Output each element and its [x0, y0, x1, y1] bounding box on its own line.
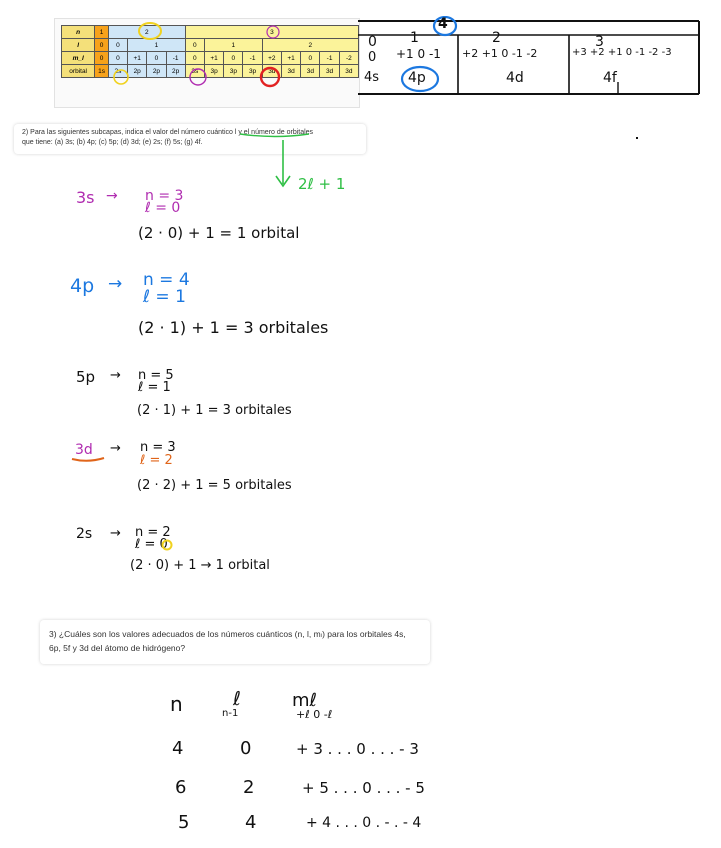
answer-4p-n: n = 4: [143, 270, 190, 290]
answer-3d-label: 3d: [75, 442, 93, 458]
cell-l: 1: [204, 39, 262, 52]
ext-ml-group-3: +3 +2 +1 0 -1 -2 -3: [572, 47, 672, 58]
cell-ml: +1: [281, 52, 300, 65]
cell-ml: 0: [147, 52, 166, 65]
cell-ml: 0: [224, 52, 243, 65]
answer-3s-label: 3s: [76, 188, 95, 207]
cell-ml: +1: [204, 52, 223, 65]
cell-ml: 0: [95, 52, 109, 65]
ext-l-3: 3: [595, 34, 604, 50]
ext-orbital-4d: 4d: [506, 70, 524, 86]
answer-3d-calc: (2 · 2) + 1 = 5 orbitales: [137, 478, 292, 493]
ext-l-2: 2: [492, 30, 501, 46]
cell-orbital: 3p: [204, 65, 223, 78]
formula-2l-plus-1: 2ℓ + 1: [298, 175, 346, 193]
header-l-sub: n-1: [222, 708, 239, 719]
cell-orbital: 3d: [320, 65, 339, 78]
ext-orbital-4f: 4f: [603, 70, 617, 86]
underline-stroke: [240, 134, 309, 137]
quantum-numbers-table: [54, 18, 360, 108]
question-3-line-2: 6p, 5f y 3d del átomo de hidrógeno?: [49, 643, 186, 653]
cell-orbital: 2p: [166, 65, 185, 78]
ext-l-1: 1: [410, 30, 419, 46]
stray-dot: [636, 137, 638, 139]
cell-ml: 0: [301, 52, 320, 65]
cell-n2: 2: [108, 26, 185, 39]
answer-2s-zero-highlight: [160, 538, 174, 552]
header-n: n: [170, 692, 183, 716]
answer-2s-arrow: →: [110, 526, 121, 541]
answer-2s-calc: (2 · 0) + 1 → 1 orbital: [130, 558, 270, 573]
cell-l: 0: [108, 39, 127, 52]
question-2-line-1: 2) Para las siguientes subcapas, indica el valor del número cuántico l y el número de orbitales: [22, 129, 314, 136]
cell-n1: 1: [95, 26, 109, 39]
row-6p-ml: + 5 . . . 0 . . . - 5: [302, 779, 425, 797]
question-3-line-1: 3) ¿Cuáles son los valores adecuados de los números cuánticos (n, l, mₗ) para los orbitales 4s,: [49, 629, 406, 639]
answer-4p-arrow: →: [108, 274, 123, 294]
cell-orbital: 1s: [95, 65, 109, 78]
row-6p-l: 2: [243, 777, 255, 798]
header-ml-sub: +ℓ 0 -ℓ: [296, 708, 333, 721]
answer-5p-n: n = 5: [138, 368, 174, 383]
row-4s-ml: + 3 . . . 0 . . . - 3: [296, 740, 419, 758]
header-ml: mℓ: [292, 690, 317, 711]
yellow-zero-stroke: [163, 541, 172, 550]
cell-orbital: 3s: [185, 65, 204, 78]
answer-3s-n: n = 3: [145, 188, 184, 204]
cell-orbital: 2p: [128, 65, 147, 78]
cell-n3: 3: [185, 26, 358, 39]
cell-orbital: 2p: [147, 65, 166, 78]
row-label: n: [62, 26, 95, 39]
row-5f-n: 5: [178, 812, 190, 833]
row-6p-n: 6: [175, 777, 187, 798]
answer-5p-arrow: →: [110, 368, 121, 383]
row-label: orbital: [62, 65, 95, 78]
cell-orbital: 3d: [262, 65, 281, 78]
cell-l: 0: [95, 39, 109, 52]
question-3-box: [40, 620, 430, 664]
header-l: ℓ: [233, 688, 241, 710]
answer-3s-calc: (2 · 0) + 1 = 1 orbital: [138, 224, 300, 242]
ext-ml-group-2: +2 +1 0 -1 -2: [462, 47, 538, 60]
answer-5p-calc: (2 · 1) + 1 = 3 orbitales: [137, 403, 292, 418]
ext-orbital-4s: 4s: [364, 70, 380, 85]
circle-3d-red: [261, 68, 279, 86]
answer-2s-label: 2s: [76, 526, 93, 542]
cell-l: 1: [128, 39, 186, 52]
answer-3d-arrow: →: [110, 441, 121, 456]
cell-ml: 0: [185, 52, 204, 65]
answer-5p-l: ℓ = 1: [138, 380, 171, 395]
answer-3d-underline: [70, 456, 106, 464]
ext-ml-group-0: 0: [368, 50, 377, 65]
answer-2s-n: n = 2: [135, 525, 171, 540]
cell-l: 2: [262, 39, 358, 52]
cell-orbital: 3d: [281, 65, 300, 78]
circle-n2-yellow: [139, 23, 161, 39]
answer-4p-label: 4p: [70, 275, 95, 297]
cell-orbital: 3p: [224, 65, 243, 78]
cell-ml: -1: [320, 52, 339, 65]
row-5f-l: 4: [245, 812, 257, 833]
answer-3d-n: n = 3: [140, 440, 176, 455]
answer-2s-l: ℓ = 0: [135, 537, 168, 552]
row-4s-l: 0: [240, 738, 252, 759]
answer-5p-label: 5p: [76, 368, 96, 386]
row-label: m_l: [62, 52, 95, 65]
cell-orbital: 2s: [108, 65, 127, 78]
cell-ml: -2: [339, 52, 358, 65]
cell-ml: +1: [128, 52, 147, 65]
answer-3d-l: ℓ = 2: [140, 453, 173, 468]
circle-2s-yellow: [114, 70, 128, 84]
cell-orbital: 3d: [339, 65, 358, 78]
answer-3s-arrow: →: [106, 188, 118, 204]
cell-orbital: 3p: [243, 65, 262, 78]
table-annotations: [55, 19, 359, 107]
row-4s-n: 4: [172, 738, 184, 759]
underline-stroke: [72, 458, 104, 461]
row-label: l: [62, 39, 95, 52]
ext-orbital-4p: 4p: [408, 70, 426, 86]
cell-l: 0: [185, 39, 204, 52]
answer-4p-calc: (2 · 1) + 1 = 3 orbitales: [138, 318, 329, 337]
answer-3s-l: ℓ = 0: [145, 200, 181, 216]
cell-ml: +2: [262, 52, 281, 65]
question-2-line-2: que tiene: (a) 3s; (b) 4p; (c) 5p; (d) 3d; (e) 2s; (f) 5s; (g) 4f.: [22, 139, 203, 146]
ext-n-header: 4: [438, 16, 448, 32]
circle-n3-purple: [267, 26, 279, 38]
row-5f-ml: + 4 . . . 0 . - . - 4: [306, 815, 422, 831]
cell-ml: -1: [243, 52, 262, 65]
circle-3s-purple: [190, 69, 206, 85]
answer-4p-l: ℓ = 1: [143, 287, 186, 307]
cell-ml: 0: [108, 52, 127, 65]
ext-l-0: 0: [368, 34, 377, 50]
cell-orbital: 3d: [301, 65, 320, 78]
ext-ml-group-1: +1 0 -1: [396, 47, 441, 61]
cell-ml: -1: [166, 52, 185, 65]
